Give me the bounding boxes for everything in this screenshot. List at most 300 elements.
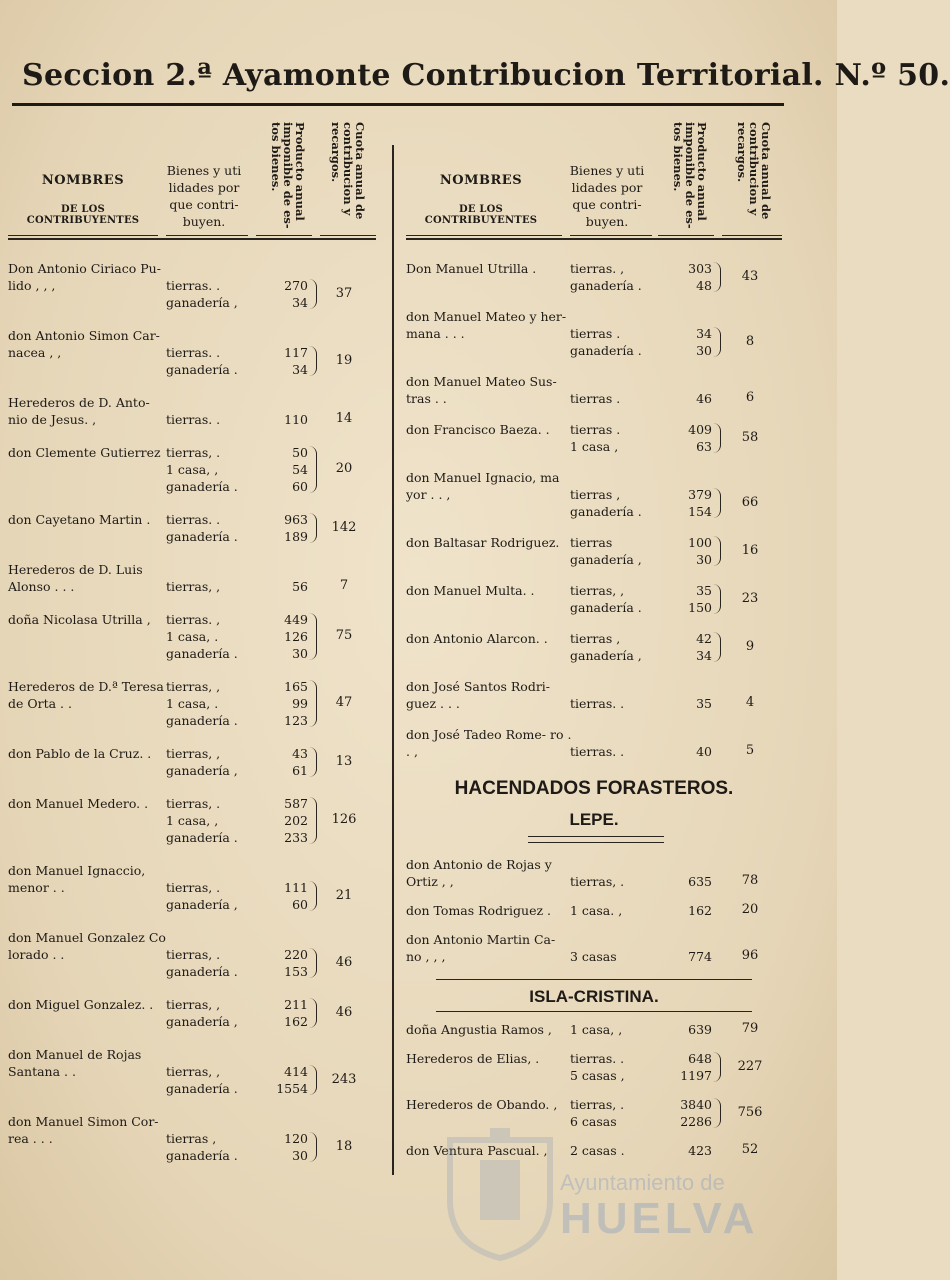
contributor-name: don Ventura Pascual. ,	[406, 1143, 548, 1158]
product-values	[656, 695, 712, 712]
quota-total: 20	[741, 902, 759, 917]
product-value: 409	[688, 422, 712, 437]
product-value: 423	[688, 1143, 712, 1158]
property-item: ganadería .	[166, 713, 238, 728]
header-producto: Producto anual imponible de es- tos bienes.	[671, 122, 709, 229]
header-names-title: NOMBRES	[41, 173, 125, 188]
property-item: tierras, .	[166, 880, 221, 895]
property-item: 1 casa. ,	[570, 903, 623, 918]
product-values	[256, 879, 308, 913]
table-row	[8, 394, 376, 428]
contributor-name: don Manuel Mateo y her- mana . . .	[406, 309, 567, 341]
contributor-name: don José Tadeo Rome- ro . . ,	[406, 727, 572, 759]
product-values	[656, 1142, 712, 1159]
contributor-name: don Manuel Mateo Sus- tras . .	[406, 374, 557, 406]
brace-mark	[308, 279, 317, 309]
brace-mark	[712, 536, 721, 566]
right-header	[406, 118, 782, 240]
product-value: 35	[696, 583, 712, 598]
contributor-name: don Manuel Ignaccio, menor . .	[8, 863, 146, 895]
property-items	[166, 611, 256, 662]
quota-total: 96	[741, 948, 759, 963]
product-value: 162	[284, 1014, 308, 1029]
product-value: 449	[284, 612, 308, 627]
quota-total: 227	[737, 1058, 763, 1074]
property-items	[166, 795, 256, 846]
product-value: 211	[284, 997, 308, 1012]
header-names	[8, 173, 158, 226]
contributor-name: don Miguel Gonzalez. .	[8, 997, 154, 1012]
property-item: tierras. .	[570, 1051, 625, 1066]
product-values	[256, 444, 308, 495]
product-value: 61	[292, 763, 308, 778]
property-item: ganadería .	[166, 1148, 238, 1163]
property-items	[570, 486, 656, 520]
property-item: ganadería .	[166, 1081, 238, 1096]
property-items	[570, 948, 656, 965]
product-value: 48	[696, 278, 712, 293]
product-values	[656, 421, 712, 455]
product-values	[256, 996, 308, 1030]
product-value: 34	[292, 362, 308, 377]
property-items	[570, 1050, 656, 1084]
product-value: 30	[696, 552, 712, 567]
quota-total: 79	[741, 1021, 759, 1036]
watermark-line2: HUELVA	[560, 1194, 759, 1243]
product-values	[256, 344, 308, 378]
property-items	[570, 743, 656, 760]
header-names	[406, 173, 556, 226]
product-value: 165	[284, 679, 308, 694]
brace-mark	[308, 747, 317, 777]
product-values	[256, 745, 308, 779]
table-row	[406, 726, 782, 760]
property-items	[166, 745, 256, 779]
quota-total: 13	[335, 753, 353, 769]
product-value: 43	[292, 746, 308, 761]
property-item: 5 casas ,	[570, 1068, 625, 1083]
property-item: ganadería .	[166, 964, 238, 979]
property-item: 1 casa, ,	[166, 813, 219, 828]
product-value: 34	[696, 326, 712, 341]
quota-total: 9	[745, 638, 755, 654]
product-values	[656, 260, 712, 294]
section-rule	[436, 979, 752, 980]
product-values	[656, 390, 712, 407]
property-item: tierras, ,	[166, 997, 221, 1012]
property-item: ganadería ,	[166, 1014, 238, 1029]
property-item: tierras. ,	[166, 612, 221, 627]
product-value: 42	[696, 631, 712, 646]
header-underline	[406, 235, 562, 236]
header-underline	[320, 235, 376, 236]
brace-mark	[712, 632, 721, 662]
product-values	[656, 1050, 712, 1084]
property-item: ganadería ,	[570, 552, 642, 567]
product-value: 189	[284, 529, 308, 544]
property-item: tierras. .	[570, 744, 625, 759]
product-value: 303	[688, 261, 712, 276]
table-row	[406, 856, 782, 890]
brace-mark	[308, 446, 317, 493]
brace-mark	[308, 1132, 317, 1162]
quota-total: 23	[741, 590, 759, 606]
municipal-seal-icon	[440, 1120, 560, 1260]
header-names-title: NOMBRES	[439, 173, 523, 188]
quota-total: 46	[335, 954, 353, 970]
brace-mark	[712, 488, 721, 518]
quota-total: 21	[335, 887, 353, 903]
product-value: 60	[292, 479, 308, 494]
table-row	[8, 862, 376, 912]
contributor-name: Herederos de D.ª Teresa de Orta . .	[8, 679, 164, 711]
header-underline	[570, 235, 652, 236]
brace-mark	[308, 998, 317, 1028]
column-divider	[392, 145, 394, 1175]
property-items	[570, 421, 656, 455]
brace-mark	[308, 948, 317, 978]
quota-total: 243	[331, 1071, 357, 1087]
product-value: 123	[284, 713, 308, 728]
contributor-name: Don Manuel Utrilla .	[406, 261, 537, 276]
page-title: Seccion 2.ª Ayamonte Contribucion Territorial. N.º 50.	[22, 58, 950, 93]
property-items	[570, 390, 656, 407]
product-value: 963	[284, 512, 308, 527]
property-item: tierras, ,	[570, 583, 625, 598]
product-value: 587	[284, 796, 308, 811]
section-heading-lepe: LEPE.	[569, 810, 619, 829]
product-values	[656, 948, 712, 965]
product-value: 270	[284, 278, 308, 293]
property-items	[570, 873, 656, 890]
property-item: tierras ,	[570, 631, 621, 646]
quota-total: 78	[741, 873, 759, 888]
header-bienes: Bienes y uti lidades por que contri- buyen.	[166, 163, 242, 229]
property-item: ganadería .	[166, 479, 238, 494]
product-value: 34	[696, 648, 712, 663]
table-row	[8, 745, 376, 779]
product-values	[256, 411, 308, 428]
property-items	[570, 1142, 656, 1159]
header-cuota: Cuota anual de contribucion y recargos.	[329, 122, 367, 220]
quota-total: 126	[331, 812, 357, 827]
table-row	[8, 611, 376, 662]
property-item: tierras .	[570, 422, 621, 437]
quota-total: 14	[335, 411, 353, 426]
left-column	[8, 118, 376, 1163]
property-item: tierras, .	[166, 445, 221, 460]
contributor-name: don Antonio de Rojas y Ortiz , ,	[406, 857, 552, 889]
product-value: 56	[292, 579, 308, 594]
contributor-name: Herederos de D. Anto- nio de Jesus. ,	[8, 395, 150, 427]
property-item: ganadería .	[570, 600, 642, 615]
header-underline	[166, 235, 248, 236]
product-values	[656, 486, 712, 520]
brace-mark	[712, 423, 721, 453]
product-value: 40	[696, 744, 712, 759]
table-row	[406, 260, 782, 294]
property-item: ganadería .	[166, 646, 238, 661]
product-values	[656, 1096, 712, 1130]
watermark-line1: Ayuntamiento de	[560, 1170, 725, 1195]
contributor-name: doña Nicolasa Utrilla ,	[8, 612, 151, 627]
property-item: tierras, ,	[166, 746, 221, 761]
product-value: 202	[284, 813, 308, 828]
product-value: 414	[284, 1064, 308, 1079]
table-row	[406, 308, 782, 358]
product-values	[256, 511, 308, 545]
contributor-name: doña Angustia Ramos ,	[406, 1022, 552, 1037]
property-item: tierras, .	[570, 1097, 625, 1112]
header-producto: Producto anual imponible de es- tos bienes.	[269, 122, 307, 229]
table-row	[8, 929, 376, 979]
quota-total: 52	[741, 1142, 759, 1157]
product-value: 110	[284, 412, 308, 427]
quota-total: 7	[339, 578, 349, 593]
brace-mark	[712, 262, 721, 292]
quota-total: 43	[741, 268, 759, 284]
quota-total: 756	[737, 1104, 763, 1120]
contributor-name: don Manuel Gonzalez Co lorado . .	[8, 930, 166, 962]
product-value: 60	[292, 897, 308, 912]
contributor-name: don Manuel Medero. .	[8, 796, 149, 811]
quota-total: 18	[335, 1138, 353, 1154]
product-value: 635	[688, 874, 712, 889]
property-item: 1 casa, ,	[570, 1022, 623, 1037]
table-row	[406, 630, 782, 664]
quota-total: 16	[741, 542, 759, 558]
contributor-name: Herederos de Obando. ,	[406, 1097, 558, 1112]
table-row	[8, 1113, 376, 1163]
contributor-name: don Antonio Simon Car- nacea , ,	[8, 328, 160, 360]
left-header	[8, 118, 376, 240]
property-items	[570, 534, 656, 568]
product-values	[256, 578, 308, 595]
double-rule	[528, 836, 664, 843]
product-value: 1197	[680, 1068, 712, 1083]
table-row	[8, 795, 376, 846]
contributor-name: don Cayetano Martin .	[8, 512, 151, 527]
brace-mark	[308, 1065, 317, 1095]
product-value: 639	[688, 1022, 712, 1037]
product-values	[256, 1130, 308, 1164]
property-items	[166, 879, 256, 913]
quota-total: 20	[335, 461, 353, 476]
product-value: 54	[292, 462, 308, 477]
property-item: tierras, ,	[166, 579, 221, 594]
section-heading-isla: ISLA-CRISTINA.	[529, 987, 659, 1006]
product-value: 153	[284, 964, 308, 979]
quota-total: 6	[745, 390, 755, 405]
brace-mark	[712, 327, 721, 357]
product-value: 63	[696, 439, 712, 454]
property-item: ganadería ,	[166, 763, 238, 778]
product-value: 30	[292, 1148, 308, 1163]
property-items	[570, 1096, 656, 1130]
table-row	[406, 373, 782, 407]
property-item: tierras. .	[166, 345, 221, 360]
property-item: tierras .	[570, 391, 621, 406]
brace-mark	[712, 1098, 721, 1128]
property-item: 3 casas	[570, 949, 617, 964]
property-item: tierras, .	[570, 874, 625, 889]
property-item: ganadería .	[166, 362, 238, 377]
title-rule	[12, 103, 784, 106]
property-item: 1 casa, ,	[166, 462, 219, 477]
property-item: tierras	[570, 535, 613, 550]
property-items	[166, 444, 256, 495]
property-items	[570, 325, 656, 359]
table-row	[406, 421, 782, 455]
property-item: tierras, ,	[166, 679, 221, 694]
section-rule	[436, 1011, 752, 1012]
table-row	[406, 582, 782, 616]
brace-mark	[308, 613, 317, 660]
property-items	[166, 277, 256, 311]
product-value: 774	[688, 949, 712, 964]
brace-mark	[308, 513, 317, 543]
quota-total: 46	[335, 1004, 353, 1020]
product-value: 50	[292, 445, 308, 460]
product-value: 117	[284, 345, 308, 360]
property-items	[166, 511, 256, 545]
property-item: ganadería .	[570, 504, 642, 519]
property-items	[166, 411, 256, 428]
quota-total: 58	[741, 429, 759, 445]
contributor-name: don Francisco Baeza. .	[406, 422, 550, 437]
table-row	[406, 931, 782, 965]
table-row	[8, 327, 376, 377]
product-values	[656, 582, 712, 616]
contributor-name: don José Santos Rodri- guez . . .	[406, 679, 551, 711]
property-items	[570, 695, 656, 712]
product-value: 30	[292, 646, 308, 661]
property-item: tierras. .	[166, 278, 221, 293]
product-values	[656, 534, 712, 568]
contributor-name: Herederos de Elias, .	[406, 1051, 540, 1066]
product-value: 154	[688, 504, 712, 519]
product-value: 220	[284, 947, 308, 962]
property-items	[570, 902, 656, 919]
header-underline	[658, 235, 714, 236]
watermark	[560, 1170, 758, 1244]
header-names-sub: DE LOS CONTRIBUYENTES	[424, 204, 538, 226]
header-cuota: Cuota anual de contribucion y recargos.	[735, 122, 773, 220]
property-item: tierras. .	[166, 512, 221, 527]
product-values	[256, 795, 308, 846]
property-item: ganadería ,	[570, 648, 642, 663]
contributor-name: don Baltasar Rodriguez.	[406, 535, 560, 550]
product-value: 3840	[680, 1097, 712, 1112]
quota-total: 4	[745, 695, 755, 710]
product-value: 162	[688, 903, 712, 918]
table-row	[8, 511, 376, 545]
quota-total: 8	[745, 333, 755, 349]
product-values	[256, 946, 308, 980]
product-value: 1554	[276, 1081, 308, 1096]
property-item: 1 casa, .	[166, 696, 219, 711]
product-values	[656, 873, 712, 890]
property-item: tierras ,	[166, 1131, 217, 1146]
brace-mark	[712, 1052, 721, 1082]
header-underline	[8, 235, 158, 236]
table-row	[406, 534, 782, 568]
quota-total: 75	[335, 628, 353, 643]
brace-mark	[308, 797, 317, 844]
property-item: ganadería ,	[166, 897, 238, 912]
product-value: 34	[292, 295, 308, 310]
contributor-name: don Manuel Multa. .	[406, 583, 535, 598]
right-column	[406, 118, 782, 1158]
header-underline	[722, 235, 782, 236]
table-row	[406, 1050, 782, 1084]
product-values	[256, 611, 308, 662]
contributor-name: Don Antonio Ciriaco Pu- lido , , ,	[8, 261, 161, 293]
product-value: 30	[696, 343, 712, 358]
contributor-name: don Manuel Simon Cor- rea . . .	[8, 1114, 159, 1146]
product-value: 126	[284, 629, 308, 644]
property-item: 1 casa, .	[166, 629, 219, 644]
property-item: tierras ,	[570, 487, 621, 502]
product-value: 150	[688, 600, 712, 615]
quota-total: 19	[335, 352, 353, 368]
product-values	[656, 902, 712, 919]
table-row	[8, 260, 376, 310]
header-underline	[256, 235, 312, 236]
quota-total: 66	[741, 494, 759, 510]
product-value: 99	[292, 696, 308, 711]
property-items	[166, 344, 256, 378]
property-item: tierras. .	[166, 412, 221, 427]
property-items	[166, 996, 256, 1030]
product-value: 111	[284, 880, 308, 895]
table-row	[406, 678, 782, 712]
brace-mark	[308, 881, 317, 911]
product-value: 648	[688, 1051, 712, 1066]
brace-mark	[308, 346, 317, 376]
quota-total: 5	[745, 743, 755, 758]
product-values	[256, 678, 308, 729]
table-row	[8, 1046, 376, 1096]
property-items	[166, 678, 256, 729]
property-items	[166, 1063, 256, 1097]
product-value: 100	[688, 535, 712, 550]
property-item: tierras, .	[166, 947, 221, 962]
property-items	[570, 260, 656, 294]
contributor-name: don Tomas Rodriguez .	[406, 903, 552, 918]
table-row	[8, 561, 376, 595]
product-values	[656, 630, 712, 664]
product-values	[656, 1021, 712, 1038]
property-items	[570, 582, 656, 616]
property-item: ganadería .	[166, 529, 238, 544]
brace-mark	[308, 680, 317, 727]
header-names-sub: DE LOS CONTRIBUYENTES	[26, 204, 140, 226]
property-item: tierras. ,	[570, 261, 625, 276]
quota-total: 142	[331, 519, 357, 535]
property-items	[570, 630, 656, 664]
property-items	[570, 1021, 656, 1038]
property-items	[166, 578, 256, 595]
property-item: ganadería .	[570, 278, 642, 293]
table-row	[8, 444, 376, 495]
product-values	[256, 277, 308, 311]
quota-total: 47	[335, 695, 353, 710]
product-value: 379	[688, 487, 712, 502]
product-value: 2286	[680, 1114, 712, 1129]
product-values	[256, 1063, 308, 1097]
brace-mark	[712, 584, 721, 614]
